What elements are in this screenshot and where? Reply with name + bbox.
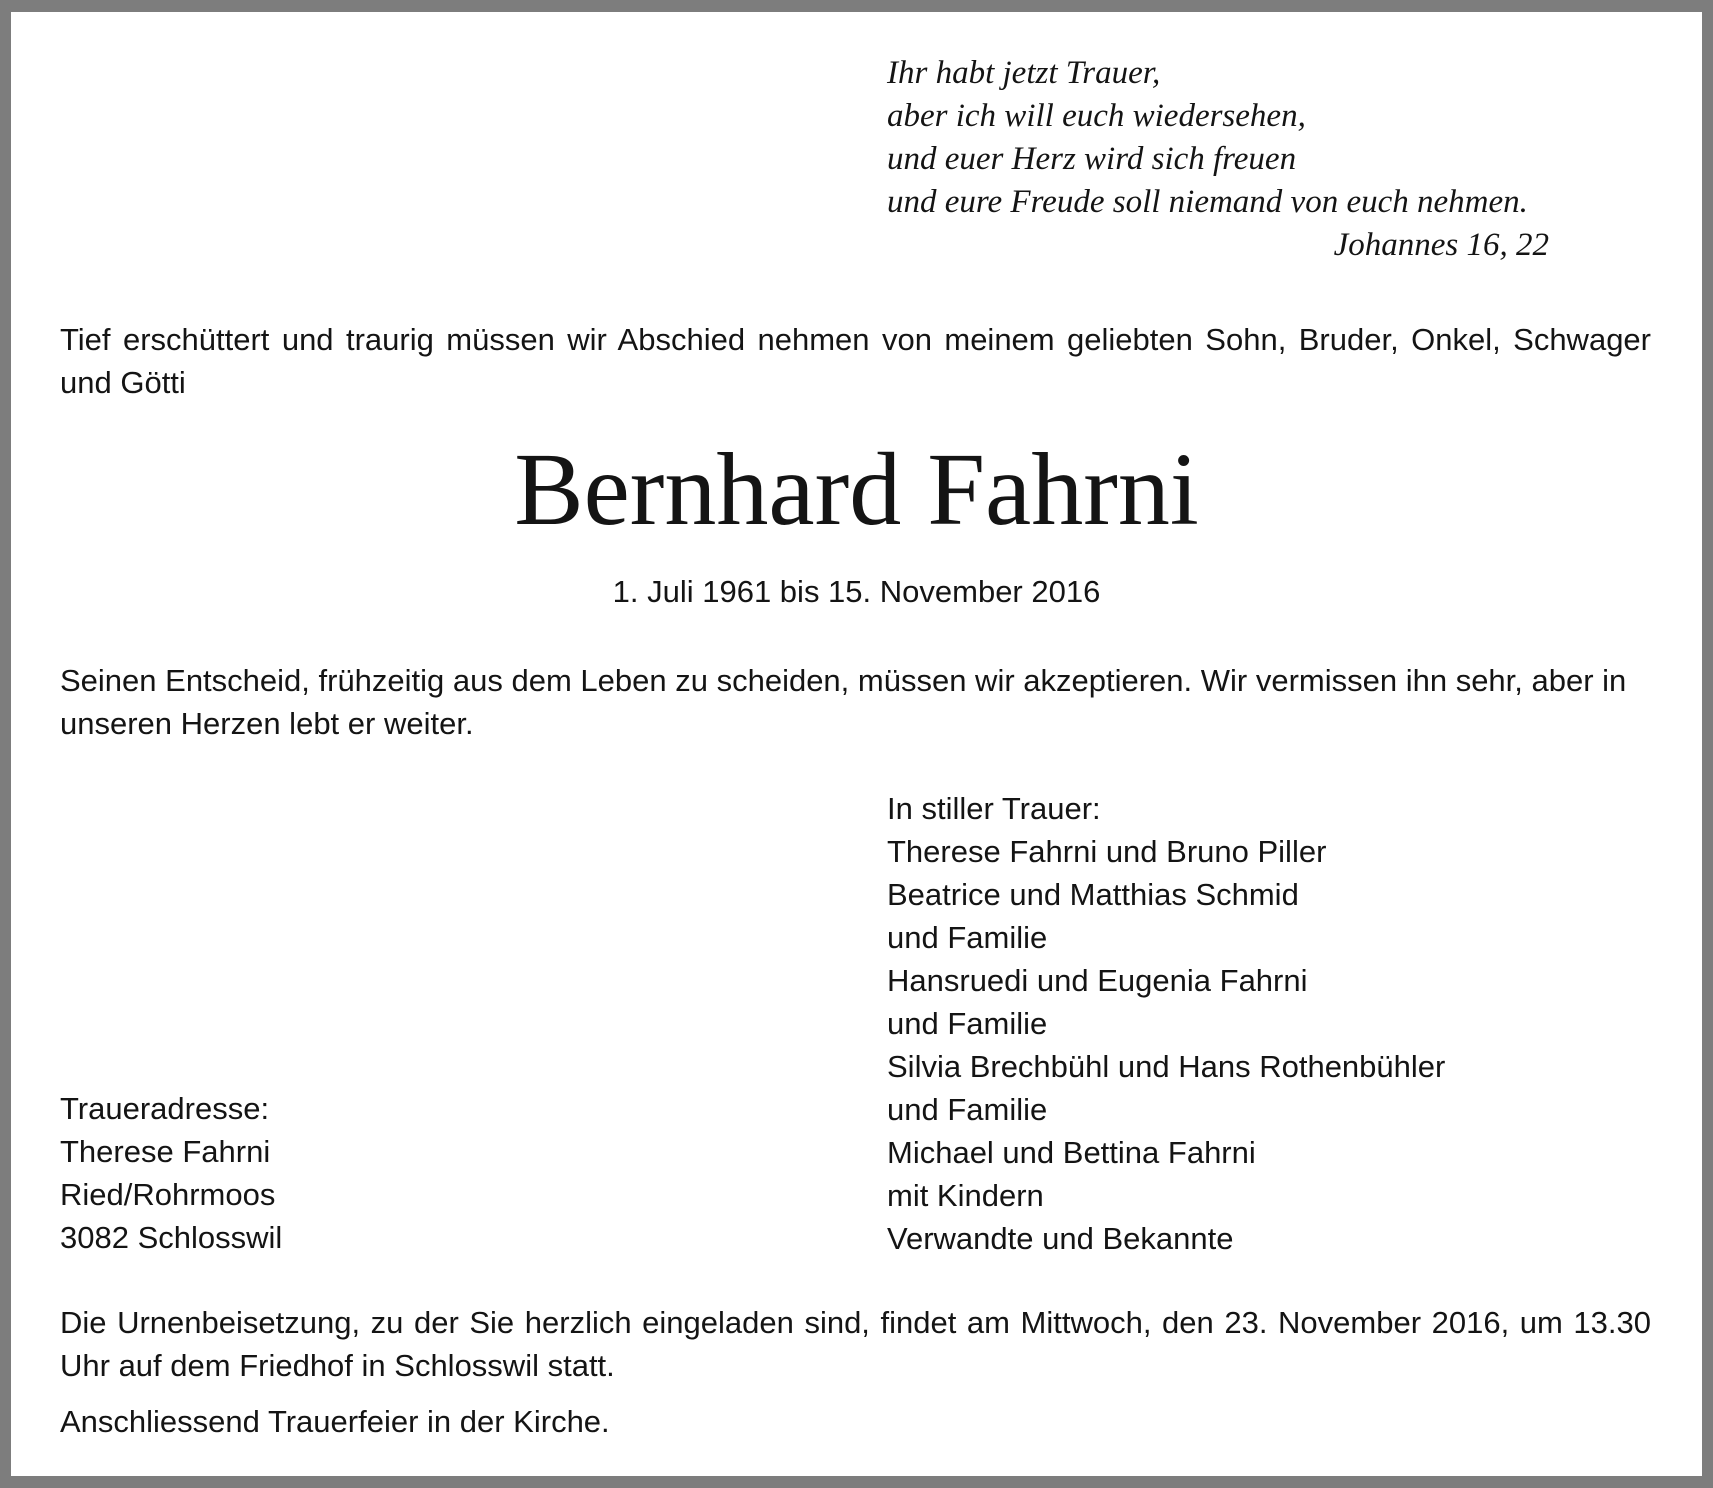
quote-line: aber ich will euch wiedersehen, (887, 98, 1306, 134)
mourner-line: und Familie (887, 1006, 1048, 1041)
address-heading: Traueradresse: (60, 1091, 270, 1126)
obituary-page (11, 12, 1702, 1476)
mourner-line: Hansruedi und Eugenia Fahrni (887, 963, 1308, 998)
mourners-list (887, 787, 1587, 1260)
quote-line: und euer Herz wird sich freuen (887, 141, 1297, 177)
intro-text: Tief erschüttert und traurig müssen wir Abschied nehmen von meinem geliebten Sohn, Bruder, Onkel, Schwager und Götti (60, 322, 1651, 400)
mourner-line: Beatrice und Matthias Schmid (887, 877, 1299, 912)
address-line: Ried/Rohrmoos (60, 1177, 276, 1212)
mourner-line: Therese Fahrni und Bruno Piller (887, 834, 1327, 869)
bible-quote (887, 52, 1567, 267)
mourners-heading: In stiller Trauer: (887, 791, 1101, 826)
address-line: 3082 Schlosswil (60, 1220, 283, 1255)
quote-source: Johannes 16, 22 (1333, 227, 1549, 263)
address-line: Therese Fahrni (60, 1134, 271, 1169)
mourner-line: und Familie (887, 920, 1048, 955)
ceremony-details: Die Urnenbeisetzung, zu der Sie herzlich eingeladen sind, findet am Mittwoch, den 23. November 2016, um 13.30 Uhr auf dem Friedhof in Schlosswil statt. (60, 1305, 1651, 1383)
mourner-line: und Familie (887, 1092, 1048, 1127)
farewell-message: Seinen Entscheid, frühzeitig aus dem Leben zu scheiden, müssen wir akzeptieren. Wir vermissen ihn sehr, aber in unseren Herzen lebt er weiter. (60, 663, 1627, 741)
quote-line: Ihr habt jetzt Trauer, (887, 55, 1161, 91)
mourning-address (60, 1087, 560, 1259)
mourner-line: Silvia Brechbühl und Hans Rothenbühler (887, 1049, 1446, 1084)
life-dates: 1. Juli 1961 bis 15. November 2016 (612, 574, 1101, 609)
mourner-line: Verwandte und Bekannte (887, 1221, 1234, 1256)
mourner-line: mit Kindern (887, 1178, 1044, 1213)
mourner-line: Michael und Bettina Fahrni (887, 1135, 1256, 1170)
closing-note: Anschliessend Trauerfeier in der Kirche. (60, 1404, 610, 1439)
deceased-name: Bernhard Fahrni (514, 432, 1199, 547)
quote-line: und eure Freude soll niemand von euch nehmen. (887, 184, 1528, 220)
